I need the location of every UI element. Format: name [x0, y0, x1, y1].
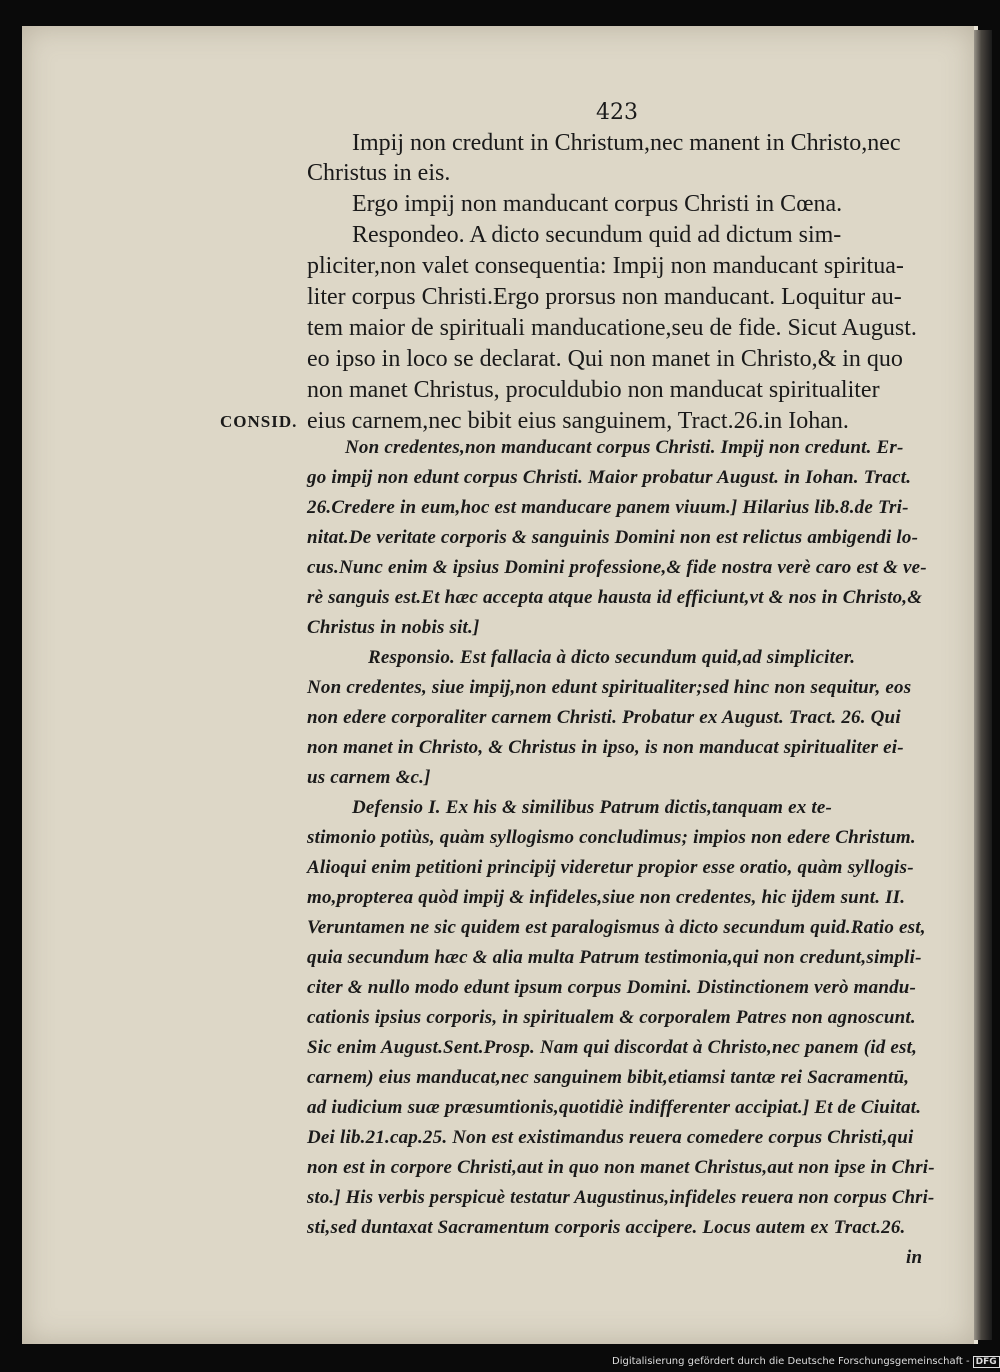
text-line: non manet Christus, proculdubio non manducat spiritualiter	[307, 377, 880, 403]
text-line: Respondeo. A dicto secundum quid ad dictum sim-	[352, 222, 842, 248]
text-line: cus.Nunc enim & ipsius Domini professione,& fide nostra verè caro est & ve-	[307, 557, 927, 578]
text-line: Alioqui enim petitioni principij videretur propior esse oratio, quàm syllogis-	[307, 857, 914, 878]
credit-text: Digitalisierung gefördert durch die Deutsche Forschungsgemeinschaft -	[612, 1356, 970, 1367]
text-line: tem maior de spirituali manducatione,seu de fide. Sicut August.	[307, 315, 917, 341]
page-number: 423	[596, 100, 638, 125]
text-line: Non credentes,non manducant corpus Christi. Impij non credunt. Er-	[345, 437, 904, 458]
text-line: pliciter,non valet consequentia: Impij non manducant spiritua-	[307, 253, 904, 279]
text-line: 26.Credere in eum,hoc est manducare panem viuum.] Hilarius lib.8.de Tri-	[307, 497, 909, 518]
text-line: liter corpus Christi.Ergo prorsus non manducant. Loquitur au-	[307, 284, 902, 310]
text-line: Ergo impij non manducant corpus Christi in Cœna.	[352, 191, 843, 217]
text-line: Responsio. Est fallacia à dicto secundum quid,ad simpliciter.	[368, 647, 856, 668]
text-line: ad iudicium suæ præsumtionis,quotidiè indifferenter accipiat.] Et de Ciuitat.	[307, 1097, 922, 1118]
dfg-logo: DFG	[973, 1356, 1000, 1368]
text-line: citer & nullo modo edunt ipsum corpus Domini. Distinctionem verò mandu-	[307, 977, 917, 998]
text-line: go impij non edunt corpus Christi. Maior probatur August. in Iohan. Tract.	[307, 467, 912, 488]
text-line: Christus in eis.	[307, 160, 451, 186]
text-line: Dei lib.21.cap.25. Non est existimandus reuera comedere corpus Christi,qui	[307, 1127, 914, 1148]
text-line: stimonio potiùs, quàm syllogismo concludimus; impios non edere Christum.	[307, 827, 916, 848]
text-line: carnem) eius manducat,nec sanguinem bibit,etiamsi tantæ rei Sacramentū,	[307, 1067, 910, 1088]
text-line: non est in corpore Christi,aut in quo non manet Christus,aut non ipse in Chri-	[307, 1157, 935, 1178]
margin-note: CONSID.	[220, 412, 298, 431]
text-line: Non credentes, siue impij,non edunt spiritualiter;sed hinc non sequitur, eos	[307, 677, 912, 698]
text-line: Christus in nobis sit.]	[307, 617, 480, 638]
page-edge	[974, 30, 992, 1340]
text-line: sto.] His verbis perspicuè testatur Augustinus,infideles reuera non corpus Chri-	[307, 1187, 935, 1208]
text-line: eius carnem,nec bibit eius sanguinem, Tract.26.in Iohan.	[307, 408, 849, 434]
text-line: eo ipso in loco se declarat. Qui non manet in Christo,& in quo	[307, 346, 903, 372]
text-line: Impij non credunt in Christum,nec manent in Christo,nec	[352, 130, 901, 156]
text-line: mo,propterea quòd impij & infideles,siue non credentes, hic ijdem sunt. II.	[307, 887, 906, 908]
text-line: quia secundum hæc & alia multa Patrum testimonia,qui non credunt,simpli-	[307, 947, 922, 968]
text-line: cationis ipsius corporis, in spiritualem & corporalem Patres non agnoscunt.	[307, 1007, 916, 1028]
text-line: Veruntamen ne sic quidem est paralogismus à dicto secundum quid.Ratio est,	[307, 917, 926, 938]
text-line: non edere corporaliter carnem Christi. Probatur ex August. Tract. 26. Qui	[307, 707, 901, 728]
text-line: Defensio I. Ex his & similibus Patrum dictis,tanquam ex te-	[352, 797, 832, 818]
text-line: Sic enim August.Sent.Prosp. Nam qui discordat à Christo,nec panem (id est,	[307, 1037, 918, 1058]
catchword: in	[906, 1247, 923, 1268]
text-line: non manet in Christo, & Christus in ipso, is non manducat spiritualiter ei-	[307, 737, 904, 758]
text-line: sti,sed duntaxat Sacramentum corporis accipere. Locus autem ex Tract.26.	[307, 1217, 906, 1238]
text-line: rè sanguis est.Et hæc accepta atque hausta id efficiunt,vt & nos in Christo,&	[307, 587, 923, 608]
text-line: nitat.De veritate corporis & sanguinis Domini non est relictus ambigendi lo-	[307, 527, 919, 548]
text-line: us carnem &c.]	[307, 767, 431, 788]
digitization-credit	[612, 1356, 1000, 1368]
